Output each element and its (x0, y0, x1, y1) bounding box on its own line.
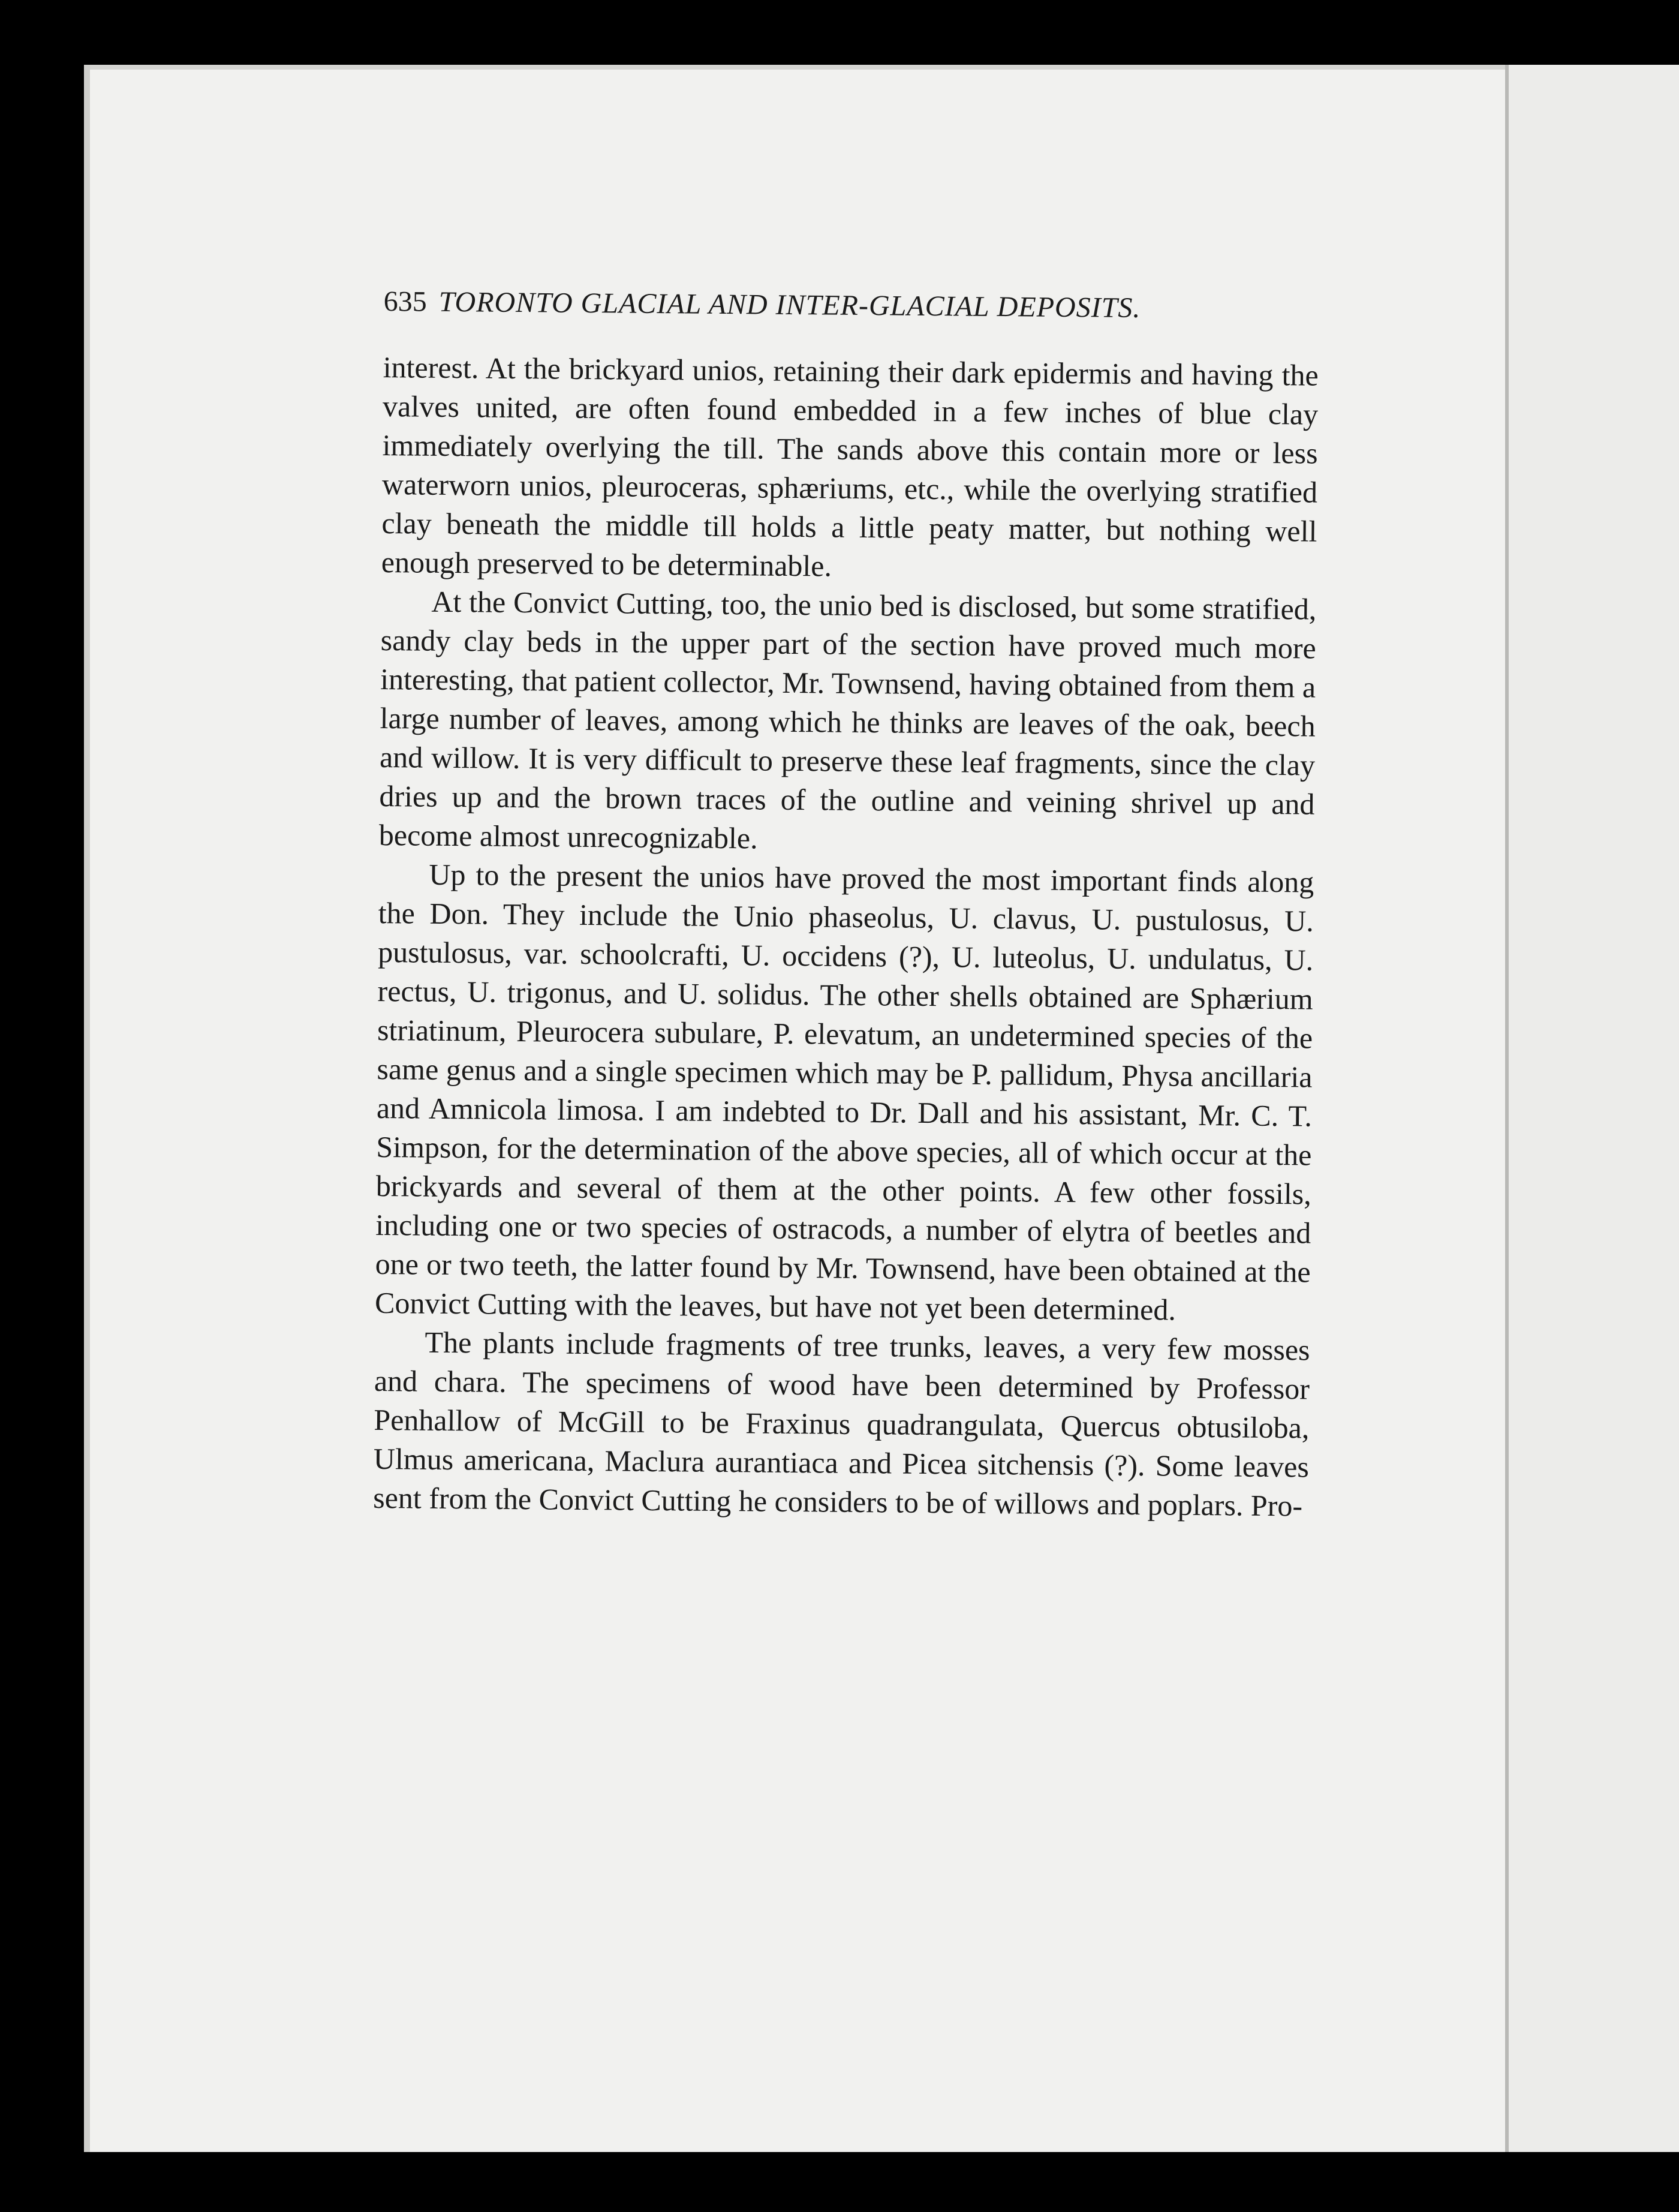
page-text-block (373, 282, 1319, 1526)
running-header (383, 282, 1319, 329)
adjacent-page-edge (1509, 65, 1679, 2152)
running-title: TORONTO GLACIAL AND INTER-GLACIAL DEPOSITS. (438, 285, 1141, 324)
paragraph-3: Up to the present the unios have proved the most important finds along the Don. They include the Unio phaseolus, U. clavus, U. pustulosus, U. pustulosus, var. schoolcrafti, U. occidens (?), U. luteolus, U. undulatus, U. rectus, U. trigonus, and U. solidus. The other shells obtained are Sphærium striatinum, Pleurocera subulare, P. elevatum, an undetermined species of the same genus and a single specimen which may be P. pallidum, Physa ancillaria and Amnicola limosa. I am indebted to Dr. Dall and his assistant, Mr. C. T. Simpson, for the determination of the above species, all of which occur at the brickyards and several of them at the other points. A few other fossils, including one or two species of ostracods, a number of elytra of beetles and one or two teeth, the latter found by Mr. Townsend, have been obtained at the Convict Cutting with the leaves, but have not yet been determined. (374, 857, 1314, 1327)
paragraph-1: interest. At the brickyard unios, retaining their dark epidermis and having the valves united, are often found embedded in a few inches of blue clay immediately overlying the till. The sands above this contain more or less waterworn unios, pleuroceras, sphæriums, etc., while the overlying stratified clay beneath the middle till holds a little peaty matter, but nothing well enough preserved to be determinable. (381, 350, 1319, 583)
paragraph-2: At the Convict Cutting, too, the unio bed is disclosed, but some stratified, sandy clay beds in the upper part of the section have proved much more interesting, that patient collector, Mr. Townsend, having obtained from them a large number of leaves, among which he thinks are leaves of the oak, beech and willow. It is very difficult to preserve these leaf fragments, since the clay dries up and the brown traces of the outline and veining shrivel up and become almost unrecognizable. (378, 584, 1317, 855)
paragraph-4: The plants include fragments of tree trunks, leaves, a very few mosses and chara. The specimens of wood have been determined by Professor Penhallow of McGill to be Fraxinus quadrangulata, Quercus obtusiloba, Ulmus americana, Maclura aurantiaca and Picea sitchensis (?). Some leaves sent from the Convict Cutting he considers to be of willows and poplars. Pro- (373, 1325, 1310, 1523)
page-number: 635 (383, 285, 427, 318)
